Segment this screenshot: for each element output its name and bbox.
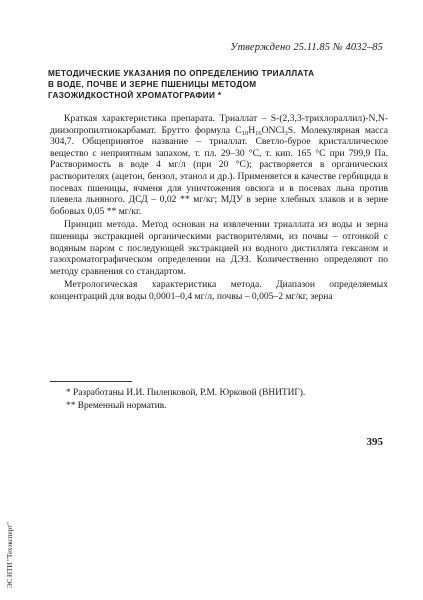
title-line: МЕТОДИЧЕСКИЕ УКАЗАНИЯ ПО ОПРЕДЕЛЕНИЮ ТРИАЛЛАТА [48, 69, 315, 78]
footnote-authors: * Разработаны И.И. Пилепковой, Р.М. Юрковой (ВНИТИГ). [66, 388, 306, 398]
page-number: 395 [366, 436, 383, 448]
paragraph-text: Диапазон определяемых концентраций для воды 0,0001–0,4 мг/л, почвы – 0,005–2 мг/кг, зерна [50, 279, 389, 302]
paragraph-lead: Принцип метода. [64, 219, 138, 231]
formula-subscript: 10 [241, 129, 249, 137]
approval-line: Утверждено 25.11.85 № 4032–85 [230, 42, 383, 53]
title-line: В ВОДЕ, ПОЧВЕ И ЗЕРНЕ ПШЕНИЦЫ МЕТОДОМ [48, 80, 257, 89]
watermark [6, 522, 14, 588]
paragraph-text: Метод основан на извлечении триаллата из воды и зерна пшеницы экстракцией органическими растворителями, из почвы – отгонкой с водяным паром с последующей экстракцией из водного дистиллята гексаном и газохроматографическом определении на ДЭЗ. Количественно определяют по методу сравнения со стандартом. [50, 219, 389, 277]
title-line: ГАЗОЖИДКОСТНОЙ ХРОМАТОГРАФИИ * [48, 91, 222, 100]
paragraph-lead: Краткая характеристика препарата. [64, 113, 216, 124]
footnote-rule [50, 381, 132, 382]
document-title [48, 68, 378, 101]
footnote-temporary: ** Временный норматив. [66, 401, 167, 411]
formula-part: ONCl [261, 124, 285, 136]
paragraph-characteristics [50, 113, 388, 217]
formula-subscript: 16 [255, 129, 262, 137]
paragraph-text: Триаллат – S-(2,3,3-трихлораллил)-N,N-диизопропилтиокарбамат. Брутто формула C [50, 113, 388, 136]
paragraph-metrology [50, 279, 388, 302]
formula-part: H [248, 124, 256, 136]
paragraph-principle [50, 219, 388, 277]
paragraph-text: S. Молекулярная масса 304,7. Общепринятое название – триаллат. Светло-бурое кристаллическое вещество с неприятным запахом, т. пл. 29–30 °С, т. кип. 165 °С при 799,9 Па. Растворимость в воде 4 мг/л (при 20 °С); растворяется в органических растворителях (ацетон, бензол, этанол и др.). Применяется в качестве гербицида в посевах пшеницы, ячменя для уничтожения овсюга и в посевах льна против плевела льняного. ДСД – 0,02 ** мг/кг; МДУ в зерне хлебных злаков и в зерне бобовых 0,05 ** мг/кг. [50, 124, 388, 217]
footnotes [66, 387, 386, 413]
watermark-text: ЭС НТИ "Техэксперт" [6, 522, 14, 588]
document-body [50, 113, 388, 305]
formula-subscript: 3 [284, 129, 288, 137]
paragraph-lead: Метрологическая характеристика метода. [64, 279, 262, 291]
